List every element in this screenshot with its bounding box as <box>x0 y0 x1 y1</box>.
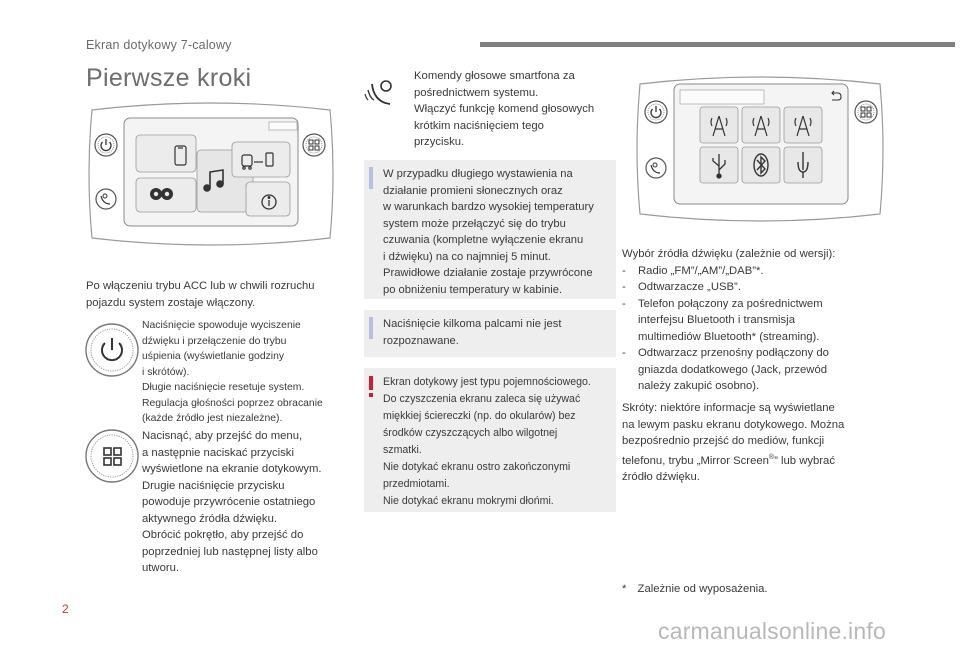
registered-mark: ® <box>768 453 775 461</box>
page-title: Pierwsze kroki <box>86 64 252 92</box>
power-button-icon <box>84 322 140 378</box>
voice-knob-icon <box>646 158 666 178</box>
voice-command-icon <box>364 74 408 110</box>
footnote-text: Zależnie od wyposażenia. <box>637 583 768 595</box>
touchscreen-sources-illustration <box>634 74 886 224</box>
source-selection <box>622 246 892 395</box>
intro-text: Po włączeniu trybu ACC lub w chwili rozruchu pojazdu system zostaje włączony. <box>86 280 315 309</box>
shortcuts-text: Skróty: niektóre informacje są wyświetlane na lewym pasku ekranu dotykowego. Można bezpośrednio przejść do mediów, funkcji telefonu, trybu „Mirror Screen®” lub wybrać źródło dźwięku. <box>622 402 845 483</box>
menu-knob-icon <box>303 134 325 156</box>
source-item-bluetooth: - Telefon połączony za pośrednictwem interfejsu Bluetooth i transmisja multimediów Bluetooth* (streaming). <box>622 297 823 343</box>
footnote <box>622 581 902 598</box>
section-header: Ekran dotykowy 7-calowy <box>86 38 232 52</box>
touchscreen-home-illustration <box>86 100 336 248</box>
source-intro: Wybór źródła dźwięku (zależnie od wersji): <box>622 248 836 260</box>
menu-button-description: Nacisnąć, aby przejść do menu, a następnie naciskać przyciski wyświetlone na ekranie dotykowym. Drugie naciśnięcie przycisku powoduje przywrócenie ostatniego aktywnego źródła dźwięku. Obrócić pokrętło, aby przejść do poprzedniej lub następnej listy albo utworu. <box>142 430 322 574</box>
voice-knob-icon <box>96 189 116 209</box>
info-box-multitouch: Naciśnięcie kilkoma palcami nie jest rozpoznawane. <box>364 310 616 357</box>
info-marker <box>369 167 373 189</box>
source-item-usb: - Odtwarzacze „USB”. <box>622 281 741 293</box>
power-button-description: Naciśnięcie spowoduje wyciszenie dźwięku i przełączenie do trybu uśpienia (wyświetlanie godziny i skrótów). Długie naciśnięcie resetuje system. Regulacja głośności poprzez obracanie (każde źródło jest niezależne). <box>142 320 323 424</box>
page-number: 2 <box>62 602 69 616</box>
power-knob-icon <box>95 134 117 156</box>
menu-knob-icon <box>855 101 877 123</box>
power-knob-icon <box>645 101 667 123</box>
header-rule <box>480 42 955 47</box>
info-box-heat: W przypadku długiego wystawienia na działanie promieni słonecznych oraz w warunkach bardzo wysokiej temperatury system może przełączyć się do trybu czuwania (kompletne wyłączenie ekranu i dźwięku) na co najmniej 5 minut. Prawidłowe działanie zostaje przywrócone po obniżeniu temperatury w kabinie. <box>364 160 616 299</box>
warning-marker <box>369 376 373 390</box>
warning-marker-dot <box>369 393 373 397</box>
info-marker <box>369 317 373 339</box>
warning-box-cleaning: Ekran dotykowy jest typu pojemnościowego. Do czyszczenia ekranu zaleca się używać miękkiej ściereczki (np. do okularów) bez środków czyszczących albo wilgotnej szmatki. Nie dotykać ekranu ostro zakończonymi przedmiotami. Nie dotykać ekranu mokrymi dłońmi. <box>364 368 616 512</box>
source-item-jack: - Odtwarzacz przenośny podłączony do gniazda dodatkowego (Jack, przewód należy zakupić osobno). <box>622 347 829 392</box>
footnote-star: * <box>622 583 627 595</box>
menu-button-icon <box>84 428 140 484</box>
watermark: carmanualsonline.info <box>658 618 886 644</box>
source-item-radio: - Radio „FM”/„AM”/„DAB”*. <box>622 264 764 277</box>
voice-command-description: Komendy głosowe smartfona za pośrednictwem systemu. Włączyć funkcję komend głosowych krótkim naciśnięciem tego przycisku. <box>414 70 595 148</box>
